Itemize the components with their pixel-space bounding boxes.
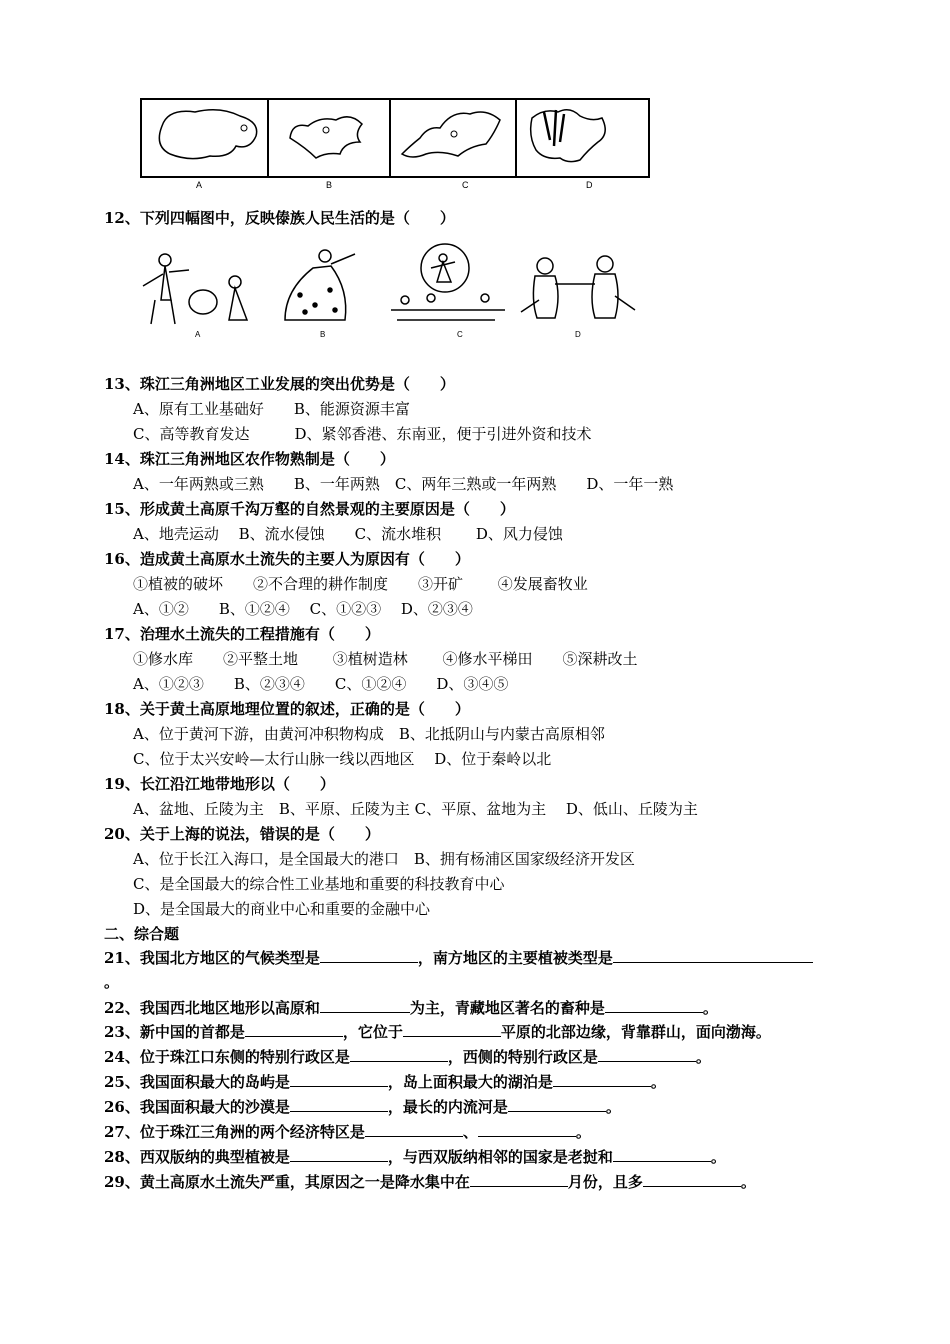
illustration-labels — [135, 330, 645, 342]
answer-blank-24b[interactable] — [598, 1046, 696, 1062]
question-22: 22、我国西北地区地形以高原和 为主，青藏地区著名的畜种是 。 — [104, 999, 718, 1017]
question-13: 13、珠江三角洲地区工业发展的突出优势是（ ） — [104, 375, 455, 393]
question-18-options-ab: A、位于黄河下游，由黄河冲积物构成 B、北抵阴山与内蒙古高原相邻 — [133, 725, 605, 743]
answer-blank-25b[interactable] — [553, 1071, 651, 1087]
question-26: 26、我国面积最大的沙漠是 ，最长的内流河是 。 — [104, 1098, 621, 1116]
question-16-options: A、①② B、①②④ C、①②③ D、②③④ — [133, 600, 473, 618]
question-14: 14、珠江三角洲地区农作物熟制是（ ） — [104, 450, 395, 468]
map-label-b: B — [326, 180, 333, 190]
illustration-label-c: C — [457, 330, 463, 339]
illustration-b — [285, 250, 355, 320]
answer-blank-23b[interactable] — [403, 1021, 501, 1037]
question-17: 17、治理水土流失的工程措施有（ ） — [104, 625, 380, 643]
question-20-option-d: D、是全国最大的商业中心和重要的金融中心 — [133, 900, 431, 918]
illustration-label-a: A — [195, 330, 201, 339]
answer-blank-28a[interactable] — [290, 1146, 388, 1162]
question-19-options: A、盆地、丘陵为主 B、平原、丘陵为主 C、平原、盆地为主 D、低山、丘陵为主 — [133, 800, 698, 818]
question-21-end: 。 — [104, 973, 120, 991]
question-17-items: ①修水库 ②平整土地 ③植树造林 ④修水平梯田 ⑤深耕改土 — [133, 650, 638, 668]
question-12: 12、下列四幅图中，反映傣族人民生活的是（ ） — [104, 209, 455, 227]
question-23: 23、新中国的首都是 ，它位于 平原的北部边缘，背靠群山，面向渤海。 — [104, 1023, 771, 1041]
illustration-d — [521, 256, 635, 318]
province-maps-figure — [140, 98, 650, 178]
illustration-c — [391, 244, 505, 320]
question-24: 24、位于珠江口东侧的特别行政区是 ，西侧的特别行政区是 。 — [104, 1048, 711, 1066]
question-20-option-ab: A、位于长江入海口，是全国最大的港口 B、拥有杨浦区国家级经济开发区 — [133, 850, 635, 868]
answer-blank-26a[interactable] — [290, 1096, 388, 1112]
answer-blank-24a[interactable] — [350, 1046, 448, 1062]
question-29: 29、黄土高原水土流失严重，其原因之一是降水集中在 月份，且多 。 — [104, 1173, 756, 1191]
answer-blank-29a[interactable] — [470, 1171, 568, 1187]
map-label-d: D — [586, 180, 593, 190]
question-27: 27、位于珠江三角洲的两个经济特区是 、 。 — [104, 1123, 591, 1141]
question-16-items: ①植被的破坏 ②不合理的耕作制度 ③开矿 ④发展畜牧业 — [133, 575, 588, 593]
question-25: 25、我国面积最大的岛屿是 ，岛上面积最大的湖泊是 。 — [104, 1073, 666, 1091]
question-16: 16、造成黄土高原水土流失的主要人为原因有（ ） — [104, 550, 470, 568]
answer-blank-27a[interactable] — [365, 1121, 463, 1137]
map-d-outline — [531, 110, 606, 162]
question-13-options-cd: C、高等教育发达 D、紧邻香港、东南亚，便于引进外资和技术 — [133, 425, 592, 443]
question-20: 20、关于上海的说法，错误的是（ ） — [104, 825, 380, 843]
question-19: 19、长江沿江地带地形以（ ） — [104, 775, 335, 793]
answer-blank-22b[interactable] — [605, 997, 703, 1013]
answer-blank-22a[interactable] — [320, 997, 410, 1013]
question-20-option-c: C、是全国最大的综合性工业基地和重要的科技教育中心 — [133, 875, 505, 893]
illustration-label-b: B — [320, 330, 326, 339]
answer-blank-21a[interactable] — [320, 947, 418, 963]
illustration-a — [143, 254, 247, 324]
map-labels — [140, 180, 650, 194]
answer-blank-25a[interactable] — [290, 1071, 388, 1087]
ethnic-life-illustrations — [135, 240, 645, 332]
question-17-options: A、①②③ B、②③④ C、①②④ D、③④⑤ — [133, 675, 509, 693]
question-13-options-ab: A、原有工业基础好 B、能源资源丰富 — [133, 400, 410, 418]
answer-blank-28b[interactable] — [613, 1146, 711, 1162]
map-label-a: A — [196, 180, 203, 190]
question-28: 28、西双版纳的典型植被是 ，与西双版纳相邻的国家是老挝和 。 — [104, 1148, 726, 1166]
answer-blank-26b[interactable] — [508, 1096, 606, 1112]
question-18-options-cd: C、位于太兴安岭—太行山脉一线以西地区 D、位于秦岭以北 — [133, 750, 552, 768]
answer-blank-27b[interactable] — [478, 1121, 576, 1137]
answer-blank-29b[interactable] — [643, 1171, 741, 1187]
question-15: 15、形成黄土高原千沟万壑的自然景观的主要原因是（ ） — [104, 500, 515, 518]
question-18: 18、关于黄土高原地理位置的叙述，正确的是（ ） — [104, 700, 470, 718]
map-label-c: C — [462, 180, 469, 190]
map-b-outline — [290, 117, 362, 158]
section-2-heading: 二、综合题 — [104, 925, 180, 943]
illustration-label-d: D — [575, 330, 581, 339]
question-14-options: A、一年两熟或三熟 B、一年两熟 C、两年三熟或一年两熟 D、一年一熟 — [133, 475, 674, 493]
question-21: 21、我国北方地区的气候类型是 ，南方地区的主要植被类型是 — [104, 946, 813, 970]
answer-blank-23a[interactable] — [245, 1021, 343, 1037]
question-15-options: A、地壳运动 B、流水侵蚀 C、流水堆积 D、风力侵蚀 — [133, 525, 563, 543]
answer-blank-21b[interactable] — [613, 947, 813, 963]
map-a-outline — [159, 110, 256, 159]
